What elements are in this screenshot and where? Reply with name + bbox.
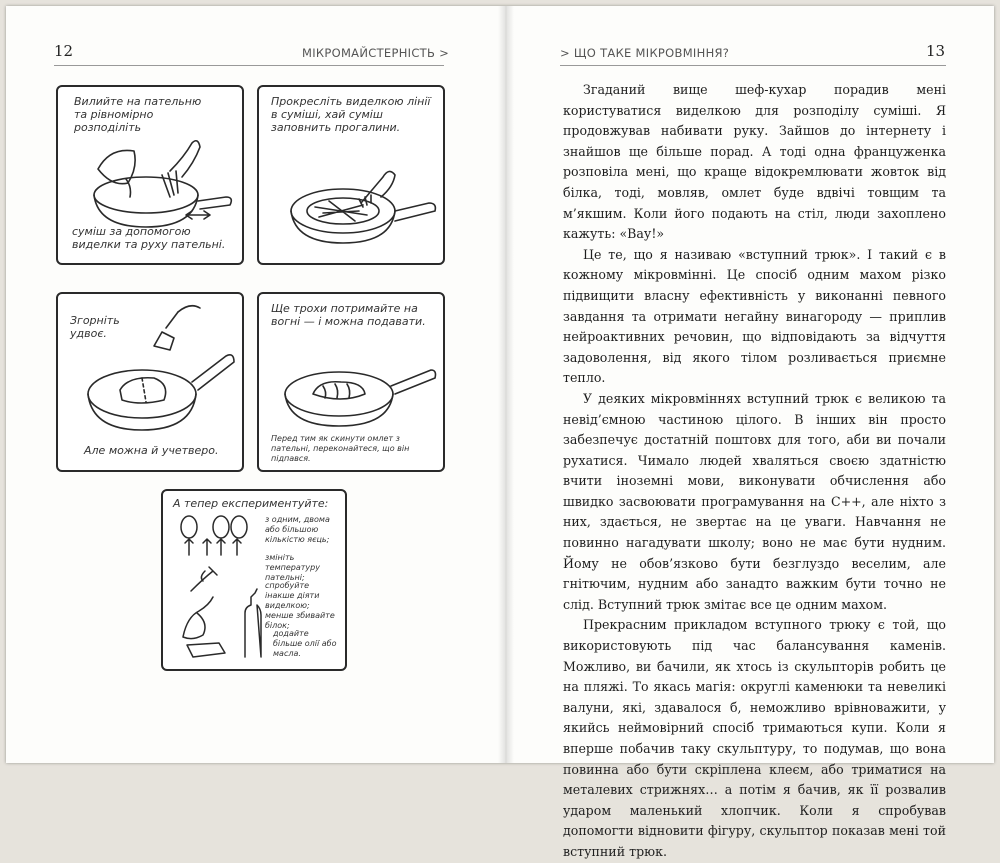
book-gutter (498, 6, 514, 763)
right-page-body (563, 80, 946, 863)
left-running-head: МІКРОМАЙСТЕРНІСТЬ > (302, 46, 450, 60)
panel-top-caption: Прокресліть виделкою лінії в суміші, хай суміш заповнить прогалини. (271, 95, 431, 135)
right-running-head: > ЩО ТАКЕ МІКРОВМІННЯ? (560, 46, 730, 60)
left-header-rule (54, 65, 444, 66)
book-spread (6, 6, 994, 859)
right-header-rule (560, 65, 946, 66)
body-paragraph-4: Прекрасним прикладом вступного трюку є той, що використовують під час балансування каменів. Можливо, ви бачили, як хтось із скульпторів робить це на пляжі. То якась магія: округлі каменюки та невеликі валуни, які, здавалося б, неможливо врівноважити, у якийсь неймовірний спосіб тримаються купи. Коли я вперше побачив таку скульптуру, то подумав, що вона повинна або бути скріплена клеєм, або триматися на металевих стрижнях… а потім я бачив, як її розвалив ударом маленький хлопчик. Коли я спробував допомогти відновити фігуру, скульптор показав мені той вступний трюк. (563, 617, 946, 859)
experiment-note-1: з одним, двома або більшою кількістю яєць; (265, 515, 330, 544)
left-page-number: 12 (54, 42, 74, 60)
experiment-title: А тепер експериментуйте: (173, 497, 329, 510)
omelette-step-pour-panel (56, 85, 244, 265)
experiment-note-4: додайте більше олії або масла. (273, 629, 337, 658)
experiment-note-2: змініть температуру пательні; (265, 553, 320, 582)
right-page-number: 13 (926, 42, 946, 60)
panel-bottom-caption: Але можна й учетверо. (84, 444, 219, 457)
experiment-note-3: спробуйте інакше діяти виделкою; менше збивайте білок; (265, 581, 335, 630)
pan-fork-illustration (259, 87, 443, 263)
body-paragraph-2: Це те, що я називаю «вступний трюк». І такий є в кожному мікровмінні. Це спосіб одним махом різко підвищити власну ефективність у виконанні певного завдання та отримати негайну винагороду — приплив нейроактивних речовин, що відповідають за відчуття задоволення, від якого тілом розливається приємне тепло. (563, 246, 946, 386)
panel-top-caption: Ще трохи потримайте на вогні — і можна подавати. (271, 302, 426, 329)
panel-bottom-caption: Перед тим як скинути омлет з пательні, переконайтеся, що він підпався. (271, 434, 410, 463)
omelette-step-serve-panel (257, 292, 445, 472)
omelette-step-fold-panel (56, 292, 244, 472)
panel-bottom-caption: суміш за допомогою виделки та руху пательні. (72, 225, 226, 252)
omelette-step-fork-lines-panel (257, 85, 445, 265)
body-paragraph-3: У деяких мікровміннях вступний трюк є великою та невід’ємною частиною цілого. В інших він просто забезпечує достатній поштовх для того, аби ви почали рухатися. Чимало людей хваляться своєю здатністю вчити іноземні мови, виконувати обчислення або швидко засвоювати програмування на C++, але ніхто з них, здається, не звертає на це уваги. Навчання не повинно нагадувати школу; воно не має бути нудним. Йому не обов’язково бути безглуздо веселим, але гнітючим, нудним або занадто важким бути точно не слід. Вступний трюк змітає все це одним махом. (563, 390, 946, 612)
body-paragraph-1: Згаданий вище шеф-кухар порадив мені користуватися виделкою для розподілу суміші. Я продовжував набивати руку. Зайшов до інтернету і знайшов ще більше порад. А тоді одна француженка розповіла мені, що краще відокремлювати жовток від білка, тоді, мовляв, омлет буде вдвічі товщим та м’якшим. Коли його подають на стіл, люди захоплено кажуть: «Вау!» (563, 82, 946, 242)
panel-top-caption: Згорніть удвоє. (70, 314, 120, 341)
panel-top-caption: Вилийте на пательню та рівномірно розподіліть (74, 95, 202, 135)
experiment-panel (161, 489, 347, 671)
